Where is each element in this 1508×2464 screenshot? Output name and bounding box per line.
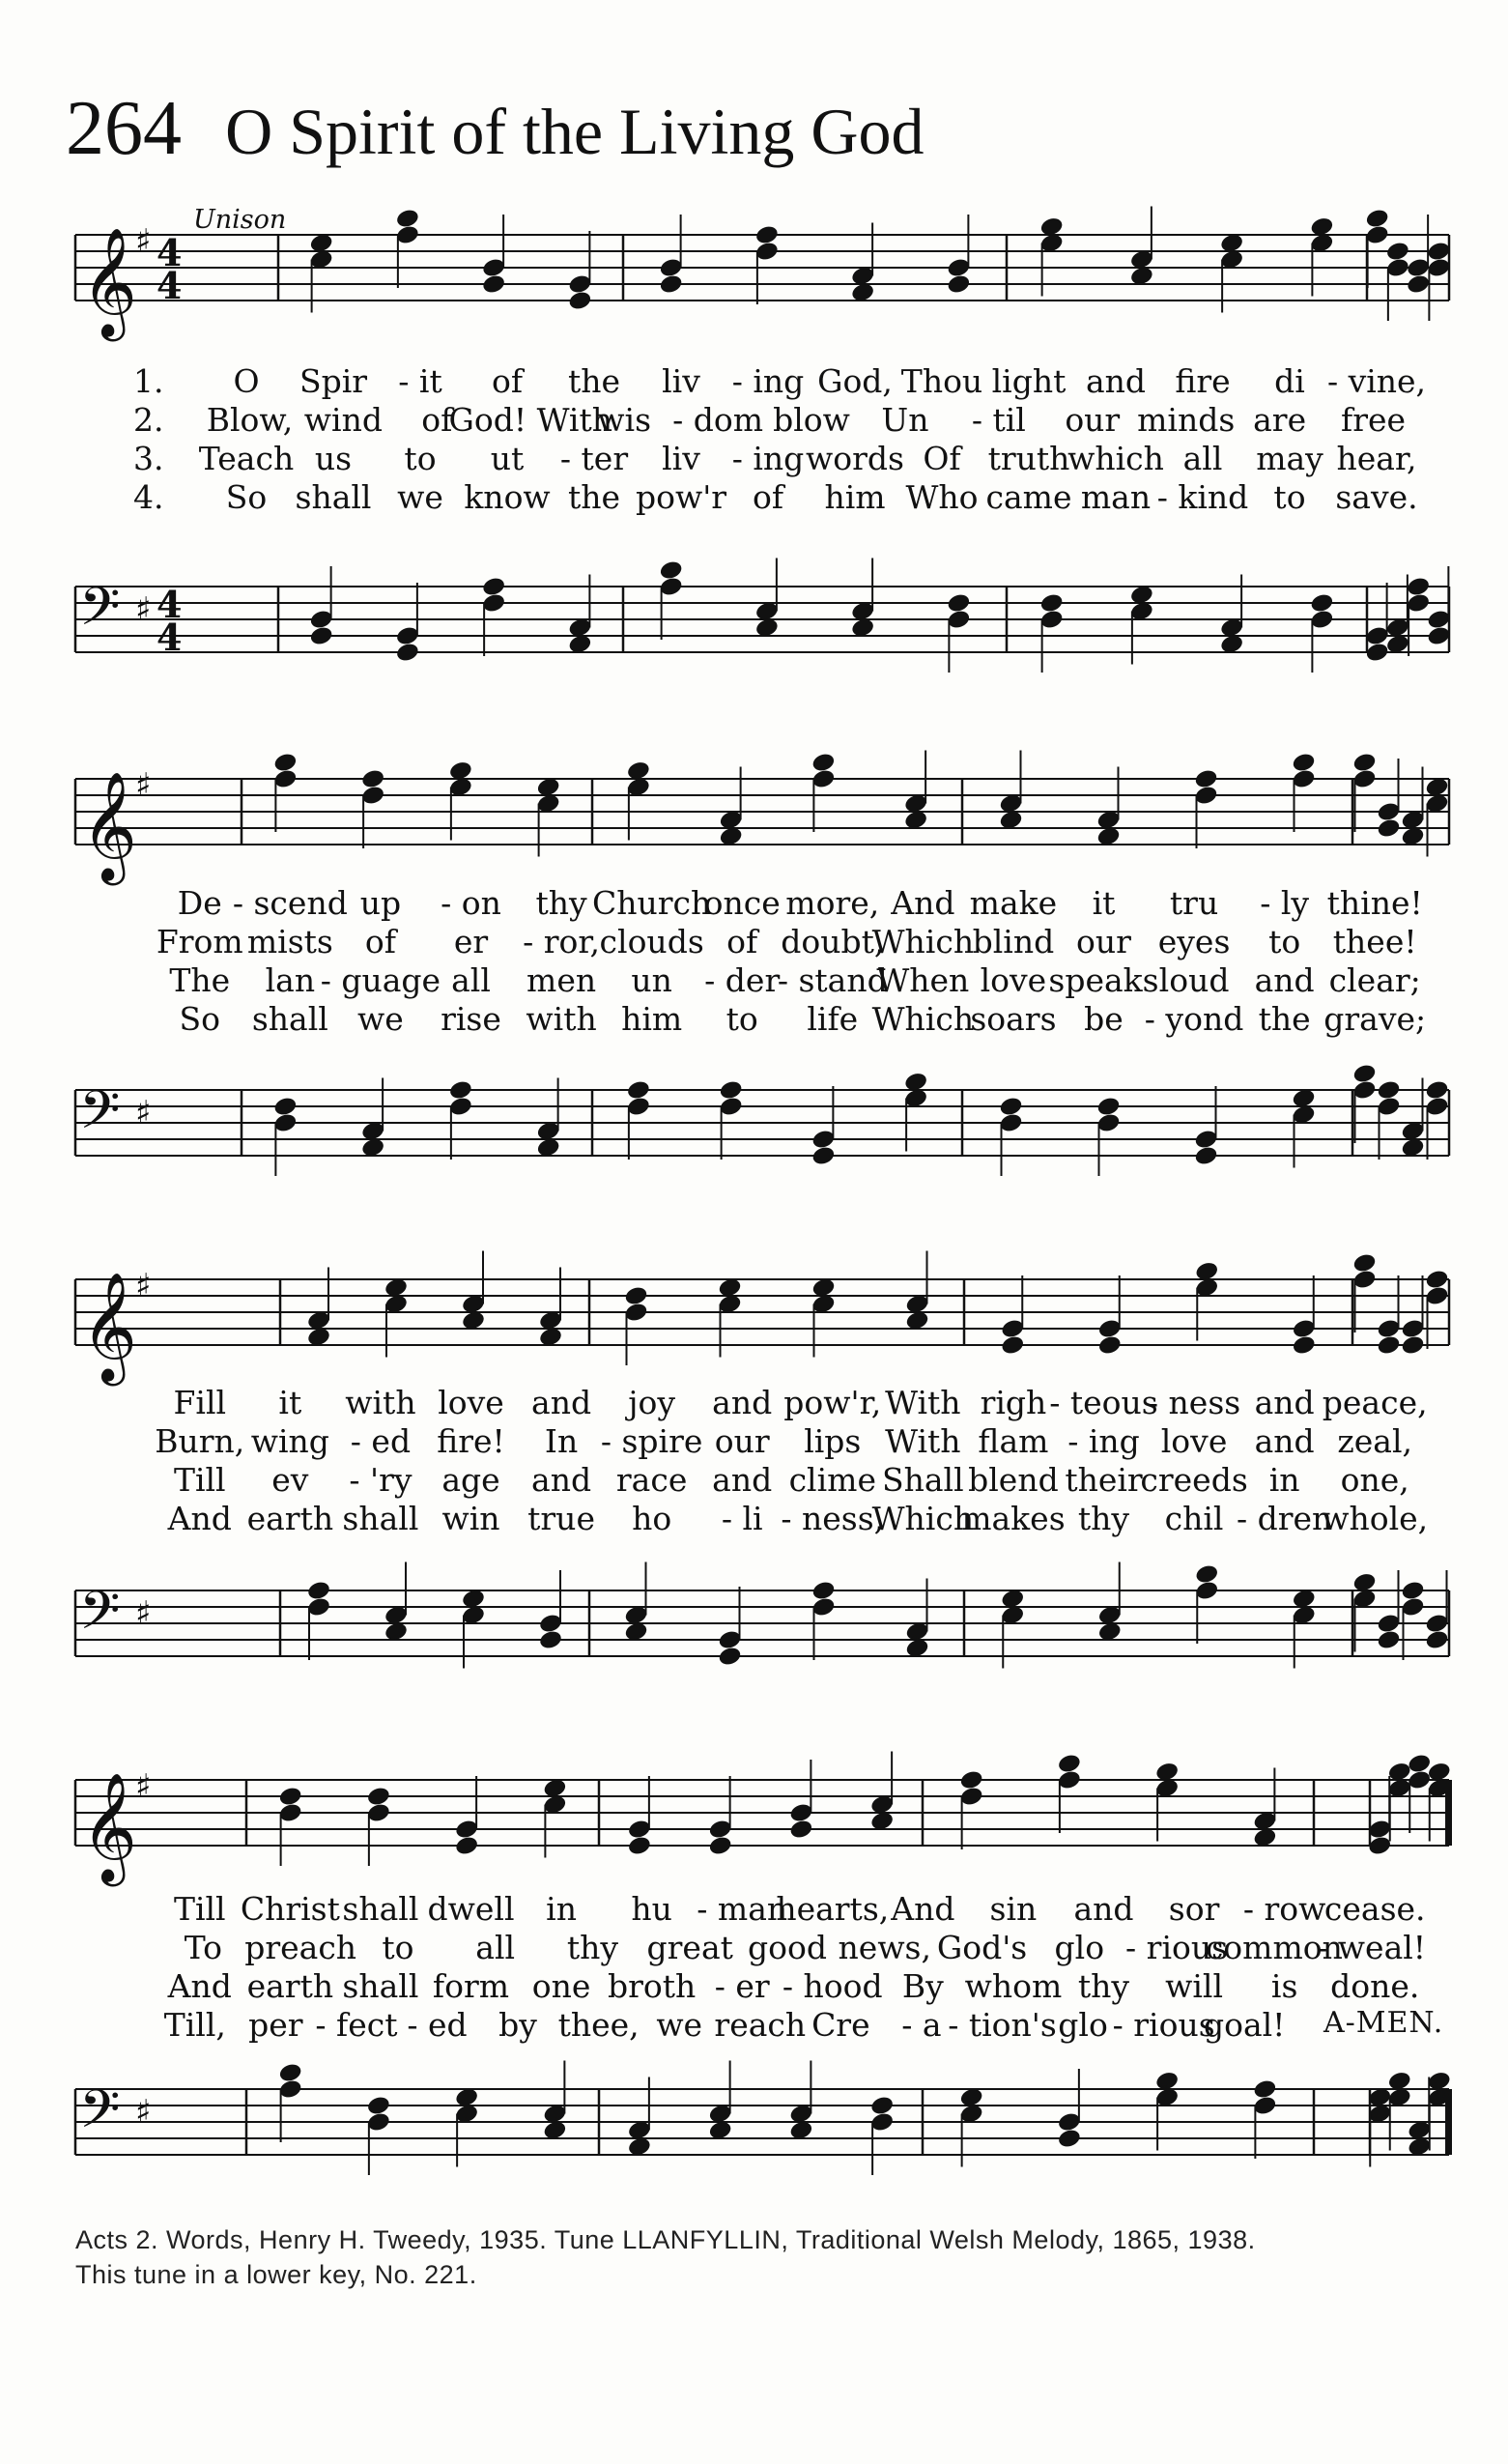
bass-clef-icon: 𝄢 bbox=[79, 2078, 121, 2153]
lyric-syllable: age bbox=[441, 1461, 500, 1499]
lyric-syllable: speaks bbox=[1048, 961, 1159, 999]
lyric-syllable: per bbox=[248, 2006, 303, 2044]
lyric-syllable: one bbox=[531, 1967, 591, 2005]
lyric-syllable: Cre bbox=[811, 2006, 870, 2044]
lyric-syllable: shall bbox=[342, 1890, 419, 1928]
verse-line bbox=[0, 401, 1508, 440]
bass-clef-icon: 𝄢 bbox=[79, 1580, 121, 1654]
lyric-syllable: - der bbox=[704, 961, 781, 999]
lyric-syllable: minds bbox=[1137, 401, 1236, 439]
lyric-syllable: righ bbox=[980, 1384, 1047, 1421]
lyric-syllable: loud bbox=[1158, 961, 1230, 999]
lyric-syllable: light bbox=[991, 362, 1067, 400]
lyric-syllable: God, bbox=[817, 362, 893, 400]
verse-line bbox=[0, 478, 1508, 517]
lyric-syllable: creeds bbox=[1140, 1461, 1248, 1499]
credits-line-1: Acts 2. Words, Henry H. Tweedy, 1935. Tune LLANFYLLIN, Traditional Welsh Melody, 1865, 1938. bbox=[75, 2225, 1256, 2254]
lyric-syllable: - kind bbox=[1156, 478, 1249, 516]
lyric-syllable: of bbox=[421, 401, 453, 439]
lyric-syllable: with bbox=[526, 1000, 597, 1038]
lyric-syllable: - hood bbox=[782, 1967, 883, 2005]
lyric-syllable: broth bbox=[607, 1967, 697, 2005]
lyric-syllable: one, bbox=[1340, 1461, 1409, 1499]
lyric-syllable: and bbox=[531, 1461, 592, 1499]
lyric-syllable: Which bbox=[871, 1500, 975, 1537]
lyric-syllable: to bbox=[404, 440, 437, 477]
lyric-syllable: blind bbox=[972, 923, 1055, 960]
lyric-syllable: and bbox=[1254, 1384, 1315, 1421]
lyric-syllable: - ed bbox=[350, 1422, 412, 1460]
verse-line bbox=[0, 923, 1508, 961]
lyric-syllable: Which bbox=[871, 1000, 975, 1038]
lyric-syllable: news, bbox=[838, 1929, 931, 1966]
lyric-syllable: glo bbox=[1054, 1929, 1105, 1966]
lyric-syllable: we bbox=[357, 1000, 404, 1038]
lyric-syllable: love bbox=[980, 961, 1047, 999]
lyric-syllable: of bbox=[726, 923, 758, 960]
verse-number: 4. bbox=[133, 478, 164, 516]
lyric-syllable: sor bbox=[1168, 1890, 1220, 1928]
lyric-syllable: So bbox=[225, 478, 268, 516]
lyric-syllable: shall bbox=[342, 1967, 419, 2005]
lyric-syllable: Which bbox=[871, 923, 975, 960]
lyric-syllable: - weal! bbox=[1317, 1929, 1427, 1966]
note-head bbox=[788, 1819, 813, 1841]
lyric-syllable: all bbox=[1182, 440, 1223, 477]
treble-clef-icon: 𝄞 bbox=[81, 771, 137, 881]
lyric-syllable: chil bbox=[1164, 1500, 1224, 1537]
lyric-syllable: By bbox=[901, 1967, 944, 2005]
lyric-syllable: earth bbox=[246, 1500, 334, 1537]
lyric-syllable: thee, bbox=[557, 2006, 640, 2044]
bass-clef-icon: 𝄢 bbox=[79, 1079, 121, 1154]
verse-line bbox=[0, 1384, 1508, 1422]
lyric-syllable: we bbox=[397, 478, 443, 516]
lyric-syllable: hearts, bbox=[776, 1890, 890, 1928]
verse-line bbox=[0, 1890, 1508, 1929]
lyric-syllable: wing bbox=[250, 1422, 329, 1460]
lyric-syllable: will bbox=[1165, 1967, 1224, 2005]
lyric-syllable: Church bbox=[592, 884, 712, 922]
verse-line bbox=[0, 1422, 1508, 1461]
sharp-icon: ♯ bbox=[135, 1094, 152, 1132]
lyric-syllable: it bbox=[1092, 884, 1116, 922]
lyric-syllable: may bbox=[1256, 440, 1323, 477]
amen-text: A-MEN. bbox=[1323, 2006, 1444, 2040]
lyric-syllable: and bbox=[1073, 1890, 1134, 1928]
lyric-syllable: To bbox=[184, 1929, 223, 1966]
lyric-syllable: the bbox=[567, 478, 621, 516]
time-signature: 4 bbox=[156, 583, 183, 626]
lyric-syllable: him bbox=[621, 1000, 683, 1038]
lyric-syllable: clear; bbox=[1328, 961, 1421, 999]
lyric-syllable: all bbox=[475, 1929, 516, 1966]
lyric-syllable: The bbox=[169, 961, 231, 999]
lyric-syllable: Shall bbox=[882, 1461, 964, 1499]
lyric-syllable: and bbox=[1254, 961, 1315, 999]
note-head bbox=[1057, 2128, 1082, 2150]
note-head bbox=[627, 1835, 652, 1857]
lyric-syllable: to bbox=[1273, 478, 1306, 516]
performance-mark: Unison bbox=[193, 205, 287, 235]
lyric-syllable: of bbox=[364, 923, 396, 960]
lyric-syllable: and bbox=[1254, 1422, 1315, 1460]
lyric-syllable: eyes bbox=[1157, 923, 1231, 960]
lyric-syllable: we bbox=[656, 2006, 703, 2044]
lyric-syllable: joy bbox=[628, 1384, 676, 1421]
lyric-syllable: er bbox=[453, 923, 489, 960]
lyric-syllable: the bbox=[567, 362, 621, 400]
lyric-syllable: When bbox=[876, 961, 970, 999]
lyric-syllable: - on bbox=[441, 884, 501, 922]
lyric-syllable: - dom bbox=[672, 401, 764, 439]
lyric-syllable: in bbox=[546, 1890, 577, 1928]
lyric-syllable: and bbox=[531, 1384, 592, 1421]
lyric-syllable: doubt, bbox=[781, 923, 885, 960]
bass-clef-icon: 𝄢 bbox=[79, 576, 121, 650]
verse-line bbox=[0, 1500, 1508, 1538]
lyric-syllable: lips bbox=[804, 1422, 862, 1460]
lyric-syllable: - er bbox=[714, 1967, 770, 2005]
lyric-syllable: rise bbox=[441, 1000, 501, 1038]
sharp-icon: ♯ bbox=[135, 766, 152, 805]
note-head bbox=[1407, 1753, 1432, 1775]
time-signature: 4 bbox=[156, 231, 183, 274]
lyric-syllable: whom bbox=[964, 1967, 1063, 2005]
lyric-syllable: our bbox=[714, 1422, 770, 1460]
verse-number: 2. bbox=[133, 401, 164, 439]
lyric-syllable: thine! bbox=[1326, 884, 1423, 922]
final-barline bbox=[1445, 2089, 1452, 2155]
lyric-syllable: our bbox=[1065, 401, 1121, 439]
lyric-syllable: ho bbox=[632, 1500, 672, 1537]
hymn-number: 264 bbox=[66, 86, 182, 171]
lyric-syllable: thy bbox=[1077, 1500, 1130, 1537]
lyric-syllable: their bbox=[1065, 1461, 1143, 1499]
lyric-syllable: Who bbox=[905, 478, 979, 516]
lyric-syllable: man bbox=[1080, 478, 1152, 516]
lyric-syllable: liv bbox=[662, 362, 700, 400]
note-head bbox=[1057, 1753, 1082, 1775]
lyric-syllable: And bbox=[891, 884, 955, 922]
lyric-syllable: whole, bbox=[1322, 1500, 1429, 1537]
verse-line bbox=[0, 884, 1508, 923]
lyric-syllable: makes bbox=[961, 1500, 1066, 1537]
lyric-syllable: un bbox=[631, 961, 672, 999]
lyric-syllable: Burn, bbox=[155, 1422, 245, 1460]
lyric-syllable: men bbox=[526, 961, 597, 999]
lyric-syllable: So bbox=[179, 1000, 221, 1038]
lyric-syllable: fire! bbox=[437, 1422, 505, 1460]
lyric-syllable: pow'r, bbox=[783, 1384, 882, 1421]
lyric-syllable: life bbox=[807, 1000, 859, 1038]
lyric-syllable: form bbox=[432, 1967, 510, 2005]
lyric-syllable: - ness, bbox=[781, 1500, 885, 1537]
lyric-syllable: clime bbox=[788, 1461, 876, 1499]
lyric-syllable: of bbox=[752, 478, 784, 516]
lyric-syllable: it bbox=[278, 1384, 302, 1421]
lyric-syllable: Till bbox=[173, 1890, 226, 1928]
lyric-syllable: In bbox=[544, 1422, 579, 1460]
lyric-syllable: - stand bbox=[777, 961, 888, 999]
lyric-syllable: be bbox=[1084, 1000, 1124, 1038]
verse-line bbox=[0, 1929, 1508, 1967]
lyric-syllable: blow bbox=[773, 401, 850, 439]
lyric-syllable: tru bbox=[1169, 884, 1219, 922]
lyric-syllable: shall bbox=[295, 478, 372, 516]
sharp-icon: ♯ bbox=[135, 2093, 152, 2132]
sharp-icon: ♯ bbox=[135, 590, 152, 629]
lyric-syllable: From bbox=[156, 923, 243, 960]
treble-clef-icon: 𝄞 bbox=[81, 227, 137, 337]
lyric-syllable: - ter bbox=[559, 440, 629, 477]
lyric-syllable: ut bbox=[490, 440, 525, 477]
lyric-syllable: God's bbox=[936, 1929, 1028, 1966]
lyric-syllable: Fill bbox=[173, 1384, 227, 1421]
lyric-syllable: words bbox=[806, 440, 904, 477]
sharp-icon: ♯ bbox=[135, 1267, 152, 1305]
lyric-syllable: - til bbox=[971, 401, 1026, 439]
hymn-credits bbox=[75, 2222, 1256, 2292]
note-head bbox=[708, 1835, 733, 1857]
verse-line bbox=[0, 1000, 1508, 1039]
lyric-syllable: - a bbox=[901, 2006, 942, 2044]
lyric-syllable: cease. bbox=[1323, 1890, 1426, 1928]
lyric-syllable: reach bbox=[714, 2006, 807, 2044]
lyric-syllable: wind bbox=[303, 401, 383, 439]
lyric-syllable: shall bbox=[251, 1000, 328, 1038]
lyric-syllable: With bbox=[885, 1422, 961, 1460]
lyric-syllable: all bbox=[451, 961, 491, 999]
lyric-syllable: us bbox=[314, 440, 353, 477]
lyric-syllable: - rious bbox=[1125, 1929, 1229, 1966]
lyric-syllable: to bbox=[726, 1000, 758, 1038]
lyric-syllable: up bbox=[359, 884, 402, 922]
lyric-syllable: flam bbox=[978, 1422, 1049, 1460]
verse-number: 3. bbox=[133, 440, 164, 477]
lyric-syllable: glo bbox=[1058, 2006, 1108, 2044]
lyric-syllable: Spir bbox=[299, 362, 368, 400]
lyric-syllable: in bbox=[1268, 1461, 1300, 1499]
lyric-syllable: of bbox=[491, 362, 524, 400]
note-head bbox=[454, 1835, 479, 1857]
lyric-syllable: zeal, bbox=[1337, 1422, 1413, 1460]
note-head bbox=[278, 1786, 303, 1808]
lyric-syllable: Blow, bbox=[206, 401, 294, 439]
lyric-syllable: hu bbox=[631, 1890, 672, 1928]
verse-line bbox=[0, 1967, 1508, 2006]
lyric-syllable: fire bbox=[1175, 362, 1231, 400]
lyric-syllable: truth bbox=[987, 440, 1070, 477]
lyric-syllable: liv bbox=[662, 440, 700, 477]
lyric-syllable: thy bbox=[1077, 1967, 1130, 2005]
final-barline bbox=[1445, 1780, 1452, 1846]
lyric-syllable: dwell bbox=[427, 1890, 515, 1928]
lyric-syllable: Un bbox=[881, 401, 929, 439]
note-head bbox=[869, 2095, 895, 2117]
lyric-syllable: - it bbox=[398, 362, 442, 400]
lyric-syllable: blend bbox=[968, 1461, 1059, 1499]
lyric-syllable: pow'r bbox=[635, 478, 727, 516]
lyric-syllable: make bbox=[969, 884, 1058, 922]
note-head bbox=[366, 1786, 391, 1808]
note-head bbox=[1252, 2078, 1277, 2101]
lyric-syllable: - 'ry bbox=[349, 1461, 413, 1499]
lyric-syllable: more, bbox=[785, 884, 880, 922]
lyric-syllable: - ness bbox=[1147, 1384, 1241, 1421]
credits-line-2: This tune in a lower key, No. 221. bbox=[75, 2260, 477, 2289]
lyric-syllable: And bbox=[167, 1500, 232, 1537]
verse-line bbox=[0, 362, 1508, 401]
lyric-syllable: soars bbox=[970, 1000, 1057, 1038]
verse-line bbox=[0, 961, 1508, 1000]
lyric-syllable: clouds bbox=[599, 923, 704, 960]
lyric-syllable: hear, bbox=[1336, 440, 1417, 477]
lyric-syllable: once bbox=[703, 884, 781, 922]
lyric-syllable: save. bbox=[1335, 478, 1418, 516]
note-head bbox=[278, 2062, 303, 2084]
lyric-syllable: Thou bbox=[900, 362, 983, 400]
lyric-syllable: - spire bbox=[600, 1422, 703, 1460]
lyric-syllable: - dren bbox=[1236, 1500, 1333, 1537]
lyric-syllable: With bbox=[885, 1384, 961, 1421]
lyric-syllable: the bbox=[1258, 1000, 1311, 1038]
lyric-syllable: - ing bbox=[731, 440, 805, 477]
lyric-syllable: Till, bbox=[163, 2006, 226, 2044]
sharp-icon: ♯ bbox=[135, 222, 152, 261]
lyric-syllable: lan bbox=[265, 961, 316, 999]
verse-line bbox=[0, 1461, 1508, 1500]
lyric-syllable: win bbox=[441, 1500, 500, 1537]
time-signature: 4 bbox=[156, 616, 183, 659]
lyric-syllable: thee! bbox=[1332, 923, 1417, 960]
lyric-syllable: grave; bbox=[1323, 1000, 1427, 1038]
note-head bbox=[366, 2095, 391, 2117]
lyric-syllable: came bbox=[985, 478, 1072, 516]
lyric-syllable: ev bbox=[271, 1461, 309, 1499]
hymn-title: O Spirit of the Living God bbox=[225, 95, 925, 168]
treble-clef-icon: 𝄞 bbox=[81, 1272, 137, 1382]
lyric-syllable: - guage bbox=[320, 961, 441, 999]
lyric-syllable: know bbox=[464, 478, 551, 516]
lyric-syllable: with bbox=[345, 1384, 416, 1421]
lyric-syllable: are bbox=[1253, 401, 1307, 439]
sharp-icon: ♯ bbox=[135, 1594, 152, 1633]
lyric-syllable: true bbox=[527, 1500, 595, 1537]
lyric-syllable: by bbox=[498, 2006, 537, 2044]
lyric-syllable: free bbox=[1341, 401, 1407, 439]
lyric-syllable: - row bbox=[1242, 1890, 1326, 1928]
lyric-syllable: wis bbox=[597, 401, 652, 439]
lyric-syllable: O bbox=[233, 362, 260, 400]
lyric-syllable: our bbox=[1076, 923, 1131, 960]
lyric-syllable: - li bbox=[721, 1500, 763, 1537]
lyric-syllable: goal! bbox=[1203, 2006, 1286, 2044]
lyric-syllable: great bbox=[646, 1929, 733, 1966]
sharp-icon: ♯ bbox=[135, 1767, 152, 1806]
lyric-syllable: - ly bbox=[1260, 884, 1310, 922]
lyric-syllable: mists bbox=[246, 923, 333, 960]
lyric-syllable: to bbox=[382, 1929, 414, 1966]
lyric-syllable: - tion's bbox=[948, 2006, 1057, 2044]
lyric-syllable: race bbox=[615, 1461, 688, 1499]
lyric-syllable: And bbox=[167, 1967, 232, 2005]
lyric-syllable: - ing bbox=[731, 362, 805, 400]
lyric-syllable: Till bbox=[173, 1461, 226, 1499]
lyric-syllable: and bbox=[712, 1384, 773, 1421]
lyric-syllable: done. bbox=[1330, 1967, 1420, 2005]
lyric-syllable: God! With bbox=[448, 401, 612, 439]
lyric-syllable: And bbox=[891, 1890, 955, 1928]
lyric-syllable: - teous bbox=[1049, 1384, 1158, 1421]
verse-line bbox=[0, 440, 1508, 478]
lyric-syllable: which bbox=[1067, 440, 1164, 477]
verse-line bbox=[0, 2006, 1508, 2045]
lyric-syllable: - rious bbox=[1112, 2006, 1215, 2044]
lyric-syllable: - scend bbox=[232, 884, 348, 922]
verse-number: 1. bbox=[133, 362, 164, 400]
lyric-syllable: and bbox=[1085, 362, 1147, 400]
lyric-syllable: thy bbox=[535, 884, 587, 922]
lyric-syllable: De bbox=[177, 884, 222, 922]
lyric-syllable: peace, bbox=[1322, 1384, 1428, 1421]
lyric-syllable: thy bbox=[566, 1929, 619, 1966]
lyric-syllable: sin bbox=[989, 1890, 1038, 1928]
lyric-syllable: Teach bbox=[198, 440, 295, 477]
lyric-syllable: preach bbox=[244, 1929, 357, 1966]
lyric-syllable: Of bbox=[923, 440, 961, 477]
lyric-syllable: - ror, bbox=[523, 923, 601, 960]
lyric-syllable: him bbox=[824, 478, 886, 516]
lyric-syllable: di bbox=[1274, 362, 1305, 400]
lyric-syllable: is bbox=[1270, 1967, 1298, 2005]
time-signature: 4 bbox=[156, 264, 183, 307]
lyric-syllable: - fect bbox=[315, 2006, 398, 2044]
note-head bbox=[959, 1769, 984, 1791]
lyric-syllable: - ing bbox=[1067, 1422, 1140, 1460]
lyric-syllable: - yond bbox=[1144, 1000, 1244, 1038]
lyric-syllable: and bbox=[712, 1461, 773, 1499]
lyric-syllable: Christ bbox=[240, 1890, 340, 1928]
lyric-syllable: - ed bbox=[407, 2006, 468, 2044]
treble-clef-icon: 𝄞 bbox=[81, 1772, 137, 1882]
lyric-syllable: love bbox=[1160, 1422, 1228, 1460]
lyric-syllable: common bbox=[1205, 1929, 1343, 1966]
lyric-syllable: shall bbox=[342, 1500, 419, 1537]
lyric-syllable: - vine, bbox=[1326, 362, 1427, 400]
lyric-syllable: to bbox=[1268, 923, 1301, 960]
lyric-syllable: - man bbox=[697, 1890, 788, 1928]
lyric-syllable: earth bbox=[246, 1967, 334, 2005]
lyric-syllable: love bbox=[438, 1384, 504, 1421]
lyric-syllable: good bbox=[748, 1929, 827, 1966]
